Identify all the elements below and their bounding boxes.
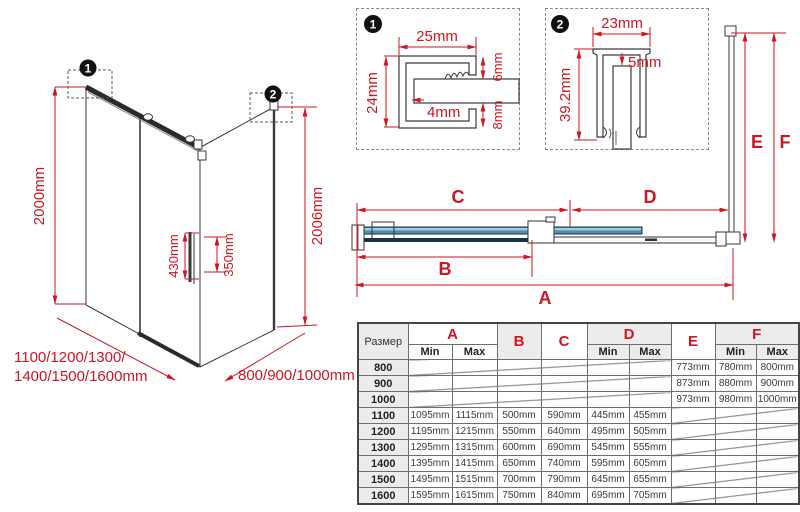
plan-label-f: F <box>779 132 791 152</box>
cell-b: 600mm <box>497 440 541 456</box>
table-row <box>358 424 799 440</box>
side-wall-view <box>710 20 800 310</box>
detail-1-gap-top-label: 6mm <box>490 52 505 82</box>
cell-d-max: 705mm <box>629 488 671 505</box>
row-size: 800 <box>358 360 408 376</box>
cell-a-min: 1295mm <box>408 440 452 456</box>
header-c: C <box>541 323 587 360</box>
cell-d-min: 695mm <box>587 488 629 505</box>
cell-d-min: 595mm <box>587 456 629 472</box>
detail-1-wall-label: 4mm <box>427 104 461 121</box>
empty-cells <box>408 392 671 408</box>
handle-length-label: 430mm <box>166 234 181 278</box>
cell-c: 590mm <box>541 408 587 424</box>
detail-1-box <box>356 8 520 150</box>
cell-f-max: 900mm <box>756 376 799 392</box>
cell-f-max: 800mm <box>756 360 799 376</box>
cell-a-max: 1415mm <box>452 456 497 472</box>
cell-e: 973mm <box>671 392 715 408</box>
cell-a-max: 1615mm <box>452 488 497 505</box>
cell-c: 790mm <box>541 472 587 488</box>
cell-d-min: 445mm <box>587 408 629 424</box>
iso-dimension-lines <box>55 87 317 381</box>
table-row <box>358 376 799 392</box>
cell-b: 650mm <box>497 456 541 472</box>
header-d: D <box>587 323 671 345</box>
row-size: 900 <box>358 376 408 392</box>
plan-label-a: A <box>538 288 552 308</box>
front-width-label-1: 1100/1200/1300/ <box>14 349 126 366</box>
empty-cells <box>408 360 671 376</box>
cell-d-min: 495mm <box>587 424 629 440</box>
cell-f-min: 980mm <box>715 392 756 408</box>
iso-dimension-labels <box>14 167 355 385</box>
plan-label-b: B <box>438 259 452 279</box>
table-row <box>358 472 799 488</box>
plan-panels <box>352 217 726 250</box>
cell-a-max: 1215mm <box>452 424 497 440</box>
handle-offset-label: 350mm <box>221 233 236 277</box>
header-a-min: Min <box>408 345 452 360</box>
cell-c: 740mm <box>541 456 587 472</box>
header-b: B <box>497 323 541 360</box>
callout-2-number: 2 <box>269 87 277 102</box>
cell-a-max: 1315mm <box>452 440 497 456</box>
plan-label-e: E <box>750 132 764 152</box>
cell-a-min: 1595mm <box>408 488 452 505</box>
empty-cells <box>671 408 799 424</box>
cell-d-max: 505mm <box>629 424 671 440</box>
row-size: 1100 <box>358 408 408 424</box>
detail-1-width-label: 25mm <box>416 28 458 45</box>
wall-panel <box>725 26 740 244</box>
height-left-label: 2000mm <box>31 166 48 226</box>
cell-d-min: 545mm <box>587 440 629 456</box>
cell-b: 750mm <box>497 488 541 505</box>
height-right-label: 2006mm <box>309 186 326 246</box>
cell-a-min: 1195mm <box>408 424 452 440</box>
table-row <box>358 440 799 456</box>
cell-c: 840mm <box>541 488 587 505</box>
cell-d-max: 605mm <box>629 456 671 472</box>
detail-2-box <box>545 8 709 150</box>
detail-2-height-label: 39.2mm <box>557 67 574 123</box>
cell-a-min: 1495mm <box>408 472 452 488</box>
empty-cells <box>671 424 799 440</box>
empty-cells <box>408 376 671 392</box>
header-e: E <box>671 323 715 360</box>
row-size: 1200 <box>358 424 408 440</box>
plan-label-c: C <box>451 187 465 207</box>
cell-f-min: 880mm <box>715 376 756 392</box>
table-row <box>358 392 799 408</box>
callout-markers <box>68 60 292 123</box>
cell-c: 690mm <box>541 440 587 456</box>
cell-e: 773mm <box>671 360 715 376</box>
cell-b: 550mm <box>497 424 541 440</box>
isometric-drawing <box>0 0 355 420</box>
empty-cells <box>671 440 799 456</box>
cell-d-max: 655mm <box>629 472 671 488</box>
detail-2-gap-label: 5mm <box>628 54 662 71</box>
row-size: 1300 <box>358 440 408 456</box>
front-width-label-2: 1400/1500/1600mm <box>14 368 148 385</box>
header-f: F <box>715 323 799 345</box>
empty-cells <box>671 456 799 472</box>
cell-f-min: 780mm <box>715 360 756 376</box>
header-size: Размер <box>358 323 408 360</box>
row-size: 1600 <box>358 488 408 505</box>
header-f-max: Max <box>756 345 799 360</box>
table-row <box>358 408 799 424</box>
row-size: 1500 <box>358 472 408 488</box>
cell-a-max: 1515mm <box>452 472 497 488</box>
header-f-min: Min <box>715 345 756 360</box>
plan-dimension-lines <box>355 200 733 300</box>
cell-d-min: 645mm <box>587 472 629 488</box>
header-a-max: Max <box>452 345 497 360</box>
header-d-min: Min <box>587 345 629 360</box>
row-size: 1400 <box>358 456 408 472</box>
table-row <box>358 360 799 376</box>
detail-2-number: 2 <box>556 17 564 32</box>
header-d-max: Max <box>629 345 671 360</box>
cell-b: 700mm <box>497 472 541 488</box>
cell-d-max: 455mm <box>629 408 671 424</box>
detail-2-width-label: 23mm <box>601 15 643 32</box>
detail-2-dims <box>574 27 650 140</box>
cell-f-max: 1000mm <box>756 392 799 408</box>
plan-label-d: D <box>643 187 657 207</box>
cell-a-min: 1095mm <box>408 408 452 424</box>
cell-c: 640mm <box>541 424 587 440</box>
size-table <box>357 322 800 505</box>
cell-a-min: 1395mm <box>408 456 452 472</box>
cell-a-max: 1115mm <box>452 408 497 424</box>
detail-1-height-label: 24mm <box>364 72 381 114</box>
detail-1-gap-bottom-label: 8mm <box>490 100 505 130</box>
cell-e: 873mm <box>671 376 715 392</box>
header-a: A <box>408 323 497 345</box>
empty-cells <box>671 472 799 488</box>
empty-cells <box>671 488 799 505</box>
enclosure-outline <box>86 87 278 367</box>
row-size: 1000 <box>358 392 408 408</box>
detail-1-number: 1 <box>369 17 377 32</box>
table-row <box>358 488 799 505</box>
table-row <box>358 456 799 472</box>
side-width-label: 800/900/1000mm <box>238 367 355 384</box>
table-header-row <box>358 323 799 345</box>
cell-d-max: 555mm <box>629 440 671 456</box>
callout-1-number: 1 <box>84 61 92 76</box>
cell-b: 500mm <box>497 408 541 424</box>
